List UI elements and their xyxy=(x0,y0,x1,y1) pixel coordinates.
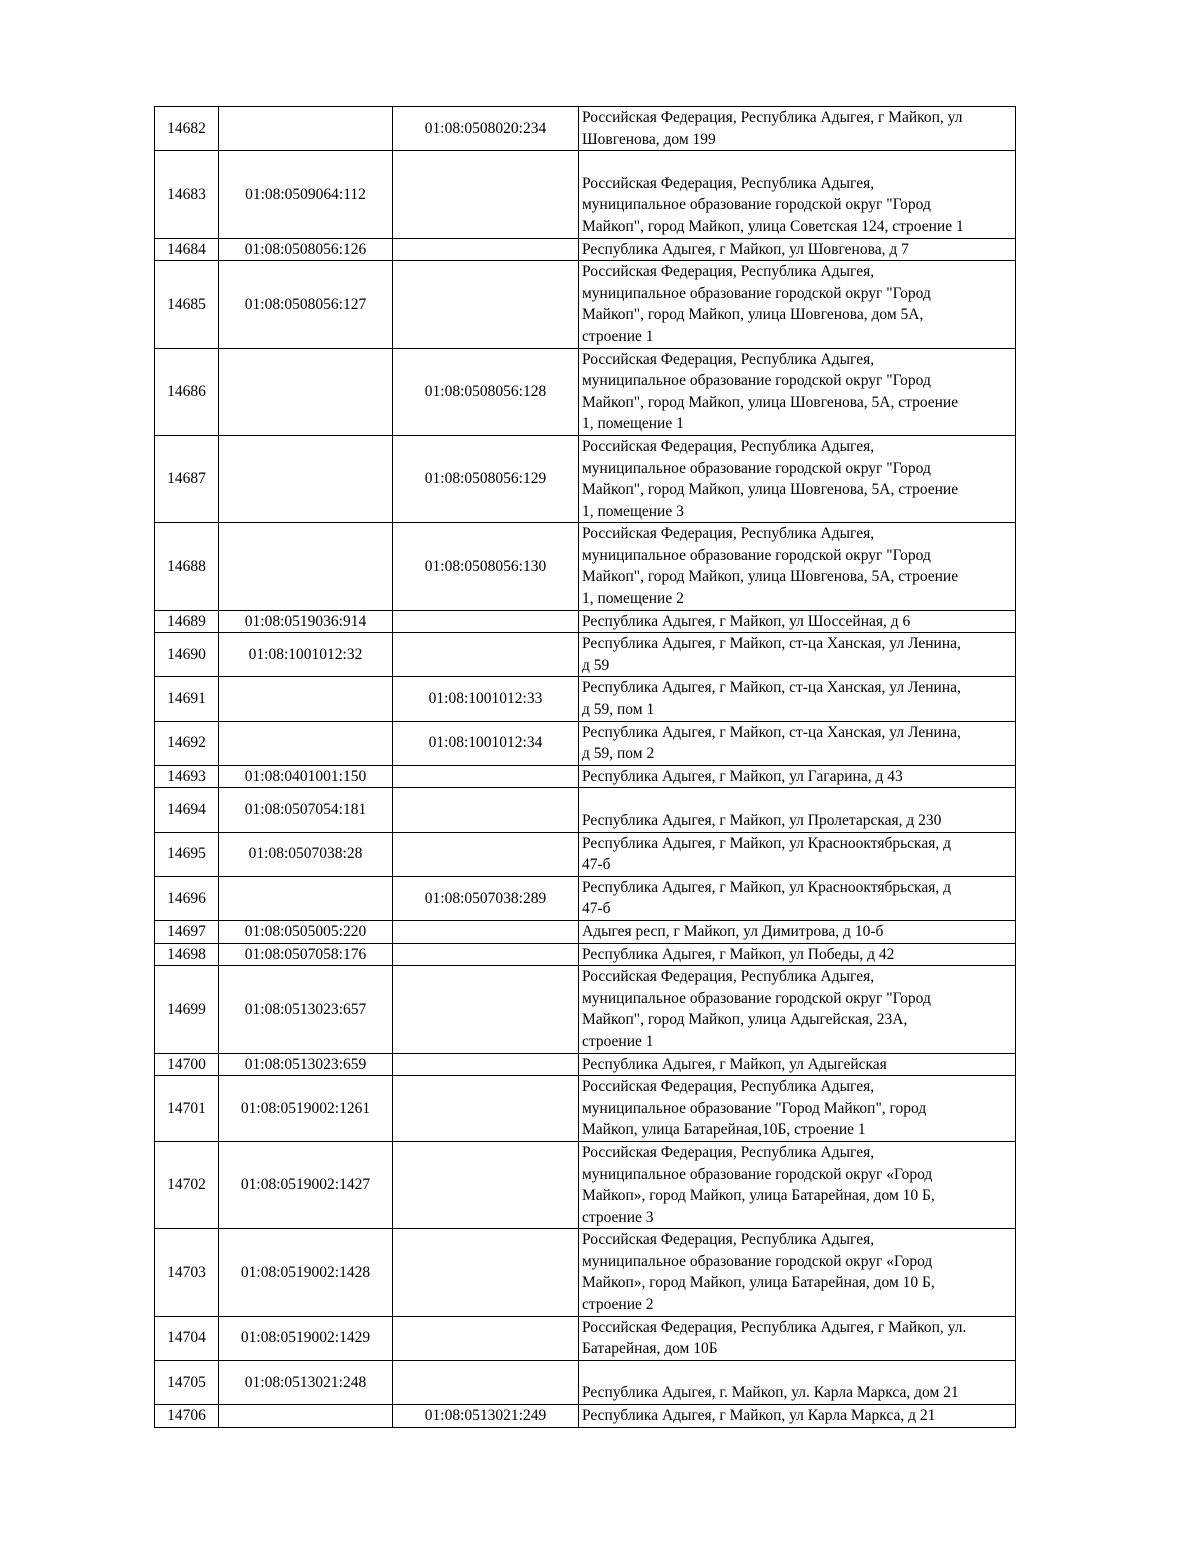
cadastral-number-cell: 01:08:0519002:1428 xyxy=(219,1229,393,1316)
cadastral-number-cell xyxy=(219,1405,393,1428)
address-cell: Российская Федерация, Республика Адыгея, муниципальное образование городской округ "Город Майкоп", город Майкоп, улица Адыгейская, 23А, строение 1 xyxy=(579,966,1016,1053)
cadastral-number-cell: 01:08:0507038:28 xyxy=(219,832,393,876)
premises-cadastral-number-cell: 01:08:0508056:128 xyxy=(393,348,579,435)
address-cell: Республика Адыгея, г Майкоп, ул Карла Маркса, д 21 xyxy=(579,1405,1016,1428)
table-row xyxy=(155,1229,1016,1316)
row-number-cell: 14701 xyxy=(155,1076,219,1142)
address-cell: Республика Адыгея, г Майкоп, ул Шоссейная, д 6 xyxy=(579,610,1016,633)
row-number-cell: 14695 xyxy=(155,832,219,876)
table-row xyxy=(155,1316,1016,1360)
premises-cadastral-number-cell xyxy=(393,1360,579,1404)
table-row xyxy=(155,721,1016,765)
address-cell: Российская Федерация, Республика Адыгея, муниципальное образование городской округ "Город Майкоп", город Майкоп, улица Шовгенова, дом 5А, строение 1 xyxy=(579,261,1016,348)
table-row xyxy=(155,1141,1016,1228)
row-number-cell: 14692 xyxy=(155,721,219,765)
cadastral-number-cell: 01:08:0519002:1429 xyxy=(219,1316,393,1360)
cadastral-number-cell xyxy=(219,435,393,522)
premises-cadastral-number-cell: 01:08:0507038:289 xyxy=(393,876,579,920)
cadastral-number-cell: 01:08:0513023:657 xyxy=(219,966,393,1053)
cadastral-number-cell xyxy=(219,348,393,435)
row-number-cell: 14684 xyxy=(155,238,219,261)
address-cell: Адыгея респ, г Майкоп, ул Димитрова, д 10-б xyxy=(579,920,1016,943)
row-number-cell: 14703 xyxy=(155,1229,219,1316)
row-number-cell: 14698 xyxy=(155,943,219,966)
premises-cadastral-number-cell xyxy=(393,261,579,348)
cadastral-number-cell: 01:08:0401001:150 xyxy=(219,765,393,788)
row-number-cell: 14704 xyxy=(155,1316,219,1360)
address-cell: Республика Адыгея, г Майкоп, ул Шовгенова, д 7 xyxy=(579,238,1016,261)
premises-cadastral-number-cell: 01:08:0508056:129 xyxy=(393,435,579,522)
row-number-cell: 14694 xyxy=(155,788,219,832)
premises-cadastral-number-cell: 01:08:1001012:34 xyxy=(393,721,579,765)
cadastral-number-cell: 01:08:0519036:914 xyxy=(219,610,393,633)
cadastral-number-cell: 01:08:0513021:248 xyxy=(219,1360,393,1404)
cadastral-number-cell xyxy=(219,721,393,765)
address-cell: Российская Федерация, Республика Адыгея, муниципальное образование городской округ "Город Майкоп", город Майкоп, улица Советская 124, строение 1 xyxy=(579,151,1016,238)
row-number-cell: 14696 xyxy=(155,876,219,920)
address-cell: Российская Федерация, Республика Адыгея, г Майкоп, ул Шовгенова, дом 199 xyxy=(579,107,1016,151)
address-cell: Республика Адыгея, г Майкоп, ул Победы, д 42 xyxy=(579,943,1016,966)
cadastral-number-cell xyxy=(219,677,393,721)
row-number-cell: 14693 xyxy=(155,765,219,788)
row-number-cell: 14697 xyxy=(155,920,219,943)
table-row xyxy=(155,610,1016,633)
table-row xyxy=(155,788,1016,832)
table-row xyxy=(155,920,1016,943)
cadastral-number-cell: 01:08:0508056:127 xyxy=(219,261,393,348)
row-number-cell: 14690 xyxy=(155,633,219,677)
cadastral-number-cell: 01:08:0509064:112 xyxy=(219,151,393,238)
table-row xyxy=(155,677,1016,721)
table-row xyxy=(155,107,1016,151)
premises-cadastral-number-cell xyxy=(393,1053,579,1076)
row-number-cell: 14687 xyxy=(155,435,219,522)
cadastral-number-cell xyxy=(219,523,393,610)
premises-cadastral-number-cell: 01:08:0513021:249 xyxy=(393,1405,579,1428)
registry-table-body xyxy=(155,107,1016,1428)
premises-cadastral-number-cell: 01:08:1001012:33 xyxy=(393,677,579,721)
address-cell: Российская Федерация, Республика Адыгея, муниципальное образование городской округ «Город Майкоп», город Майкоп, улица Батарейная, дом 10 Б, строение 2 xyxy=(579,1229,1016,1316)
table-row xyxy=(155,238,1016,261)
address-cell: Российская Федерация, Республика Адыгея, муниципальное образование городской округ «Город Майкоп», город Майкоп, улица Батарейная, дом 10 Б, строение 3 xyxy=(579,1141,1016,1228)
row-number-cell: 14700 xyxy=(155,1053,219,1076)
premises-cadastral-number-cell xyxy=(393,610,579,633)
row-number-cell: 14705 xyxy=(155,1360,219,1404)
cadastral-number-cell: 01:08:0507058:176 xyxy=(219,943,393,966)
address-cell: Российская Федерация, Республика Адыгея, муниципальное образование "Город Майкоп", город Майкоп, улица Батарейная,10Б, строение 1 xyxy=(579,1076,1016,1142)
address-cell: Российская Федерация, Республика Адыгея, муниципальное образование городской округ "Город Майкоп", город Майкоп, улица Шовгенова, 5А, строение 1, помещение 2 xyxy=(579,523,1016,610)
row-number-cell: 14682 xyxy=(155,107,219,151)
address-cell: Российская Федерация, Республика Адыгея, г Майкоп, ул. Батарейная, дом 10Б xyxy=(579,1316,1016,1360)
premises-cadastral-number-cell xyxy=(393,966,579,1053)
address-cell: Республика Адыгея, г Майкоп, ул Гагарина, д 43 xyxy=(579,765,1016,788)
row-number-cell: 14691 xyxy=(155,677,219,721)
table-row xyxy=(155,1053,1016,1076)
cadastral-number-cell: 01:08:0519002:1261 xyxy=(219,1076,393,1142)
address-cell: Российская Федерация, Республика Адыгея, муниципальное образование городской округ "Город Майкоп", город Майкоп, улица Шовгенова, 5А, строение 1, помещение 1 xyxy=(579,348,1016,435)
premises-cadastral-number-cell: 01:08:0508056:130 xyxy=(393,523,579,610)
table-row xyxy=(155,1405,1016,1428)
cadastral-number-cell: 01:08:0505005:220 xyxy=(219,920,393,943)
premises-cadastral-number-cell xyxy=(393,832,579,876)
address-cell: Республика Адыгея, г. Майкоп, ул. Карла Маркса, дом 21 xyxy=(579,1360,1016,1404)
table-row xyxy=(155,435,1016,522)
table-row xyxy=(155,966,1016,1053)
cadastral-number-cell: 01:08:0508056:126 xyxy=(219,238,393,261)
registry-table xyxy=(154,106,1016,1428)
table-row xyxy=(155,765,1016,788)
premises-cadastral-number-cell xyxy=(393,238,579,261)
table-row xyxy=(155,1076,1016,1142)
cadastral-number-cell: 01:08:1001012:32 xyxy=(219,633,393,677)
premises-cadastral-number-cell: 01:08:0508020:234 xyxy=(393,107,579,151)
address-cell: Республика Адыгея, г Майкоп, ст-ца Ханская, ул Ленина, д 59 xyxy=(579,633,1016,677)
address-cell: Республика Адыгея, г Майкоп, ул Краснооктябрьская, д 47-б xyxy=(579,832,1016,876)
row-number-cell: 14685 xyxy=(155,261,219,348)
cadastral-number-cell xyxy=(219,876,393,920)
table-row xyxy=(155,633,1016,677)
premises-cadastral-number-cell xyxy=(393,633,579,677)
cadastral-number-cell: 01:08:0507054:181 xyxy=(219,788,393,832)
cadastral-number-cell xyxy=(219,107,393,151)
premises-cadastral-number-cell xyxy=(393,1076,579,1142)
premises-cadastral-number-cell xyxy=(393,920,579,943)
premises-cadastral-number-cell xyxy=(393,1316,579,1360)
cadastral-number-cell: 01:08:0513023:659 xyxy=(219,1053,393,1076)
premises-cadastral-number-cell xyxy=(393,765,579,788)
row-number-cell: 14686 xyxy=(155,348,219,435)
row-number-cell: 14689 xyxy=(155,610,219,633)
premises-cadastral-number-cell xyxy=(393,1141,579,1228)
row-number-cell: 14702 xyxy=(155,1141,219,1228)
table-row xyxy=(155,876,1016,920)
row-number-cell: 14683 xyxy=(155,151,219,238)
row-number-cell: 14706 xyxy=(155,1405,219,1428)
premises-cadastral-number-cell xyxy=(393,1229,579,1316)
row-number-cell: 14699 xyxy=(155,966,219,1053)
premises-cadastral-number-cell xyxy=(393,943,579,966)
address-cell: Республика Адыгея, г Майкоп, ул Пролетарская, д 230 xyxy=(579,788,1016,832)
premises-cadastral-number-cell xyxy=(393,788,579,832)
address-cell: Республика Адыгея, г Майкоп, ст-ца Ханская, ул Ленина, д 59, пом 2 xyxy=(579,721,1016,765)
address-cell: Республика Адыгея, г Майкоп, ст-ца Ханская, ул Ленина, д 59, пом 1 xyxy=(579,677,1016,721)
row-number-cell: 14688 xyxy=(155,523,219,610)
table-row xyxy=(155,151,1016,238)
premises-cadastral-number-cell xyxy=(393,151,579,238)
table-row xyxy=(155,523,1016,610)
table-row xyxy=(155,348,1016,435)
cadastral-number-cell: 01:08:0519002:1427 xyxy=(219,1141,393,1228)
address-cell: Российская Федерация, Республика Адыгея, муниципальное образование городской округ "Город Майкоп", город Майкоп, улица Шовгенова, 5А, строение 1, помещение 3 xyxy=(579,435,1016,522)
table-row xyxy=(155,1360,1016,1404)
table-row xyxy=(155,261,1016,348)
address-cell: Республика Адыгея, г Майкоп, ул Адыгейская xyxy=(579,1053,1016,1076)
table-row xyxy=(155,943,1016,966)
address-cell: Республика Адыгея, г Майкоп, ул Краснооктябрьская, д 47-б xyxy=(579,876,1016,920)
table-row xyxy=(155,832,1016,876)
